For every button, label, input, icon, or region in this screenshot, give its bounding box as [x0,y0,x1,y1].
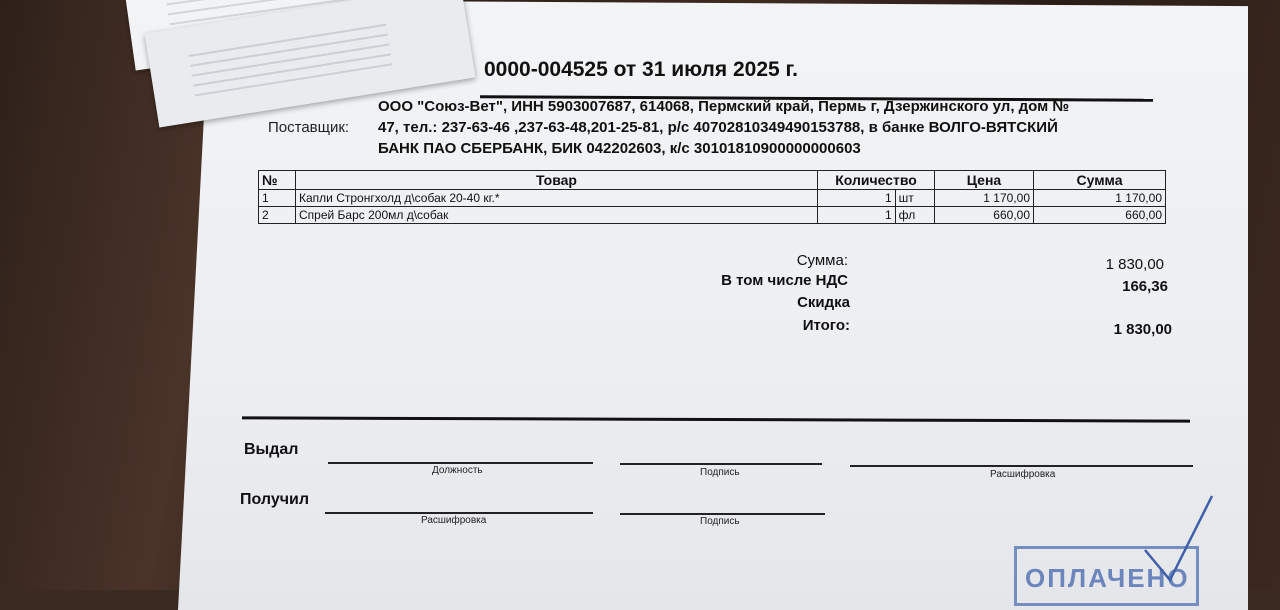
supplier-line: 47, тел.: 237-63-46 ,237-63-48,201-25-81, р/с 40702810349490153788, в банке ВОЛГО-ВЯТСКИЙ [378,119,1058,136]
vat-value: 166,36 [1122,278,1168,295]
table-header-row [259,171,1166,190]
supplier-line: БАНК ПАО СБЕРБАНК, БИК 042202603, к/с 30101810900000000603 [378,140,861,157]
row-unit: фл [895,207,934,224]
decoding-caption: Расшифровка [990,469,1056,480]
row-num: 2 [259,207,296,224]
row-qty: 1 [818,190,896,207]
row-sum: 1 170,00 [1034,190,1166,207]
header-sum: Сумма [1034,171,1166,190]
received-signature-line [620,513,825,515]
total-value: 1 830,00 [1113,321,1172,338]
row-item: Спрей Барс 200мл д\собак [296,207,818,224]
issued-position-line [328,462,593,464]
issued-label: Выдал [244,441,299,458]
supplier-label: Поставщик: [268,119,350,136]
issued-decoding-line [850,465,1193,467]
row-price: 1 170,00 [935,190,1034,207]
received-label: Получил [240,491,310,508]
items-table [258,170,1166,224]
decoding-caption: Расшифровка [421,515,487,526]
vat-label: В том числе НДС [721,272,848,289]
supplier-line: ООО "Союз-Вет", ИНН 5903007687, 614068, Пермский край, Пермь г, Дзержинского ул, дом № [378,98,1070,115]
table-row [259,190,1166,207]
signature-caption: Подпись [700,516,740,527]
paid-stamp: ОПЛАЧЕНО [1014,546,1199,606]
table-row [259,207,1166,224]
row-item: Капли Стронгхолд д\собак 20-40 кг.* [296,190,818,207]
supplier-details [378,96,1158,159]
header-item: Товар [296,171,818,190]
checkmark-icon [1140,488,1220,588]
row-num: 1 [259,190,296,207]
row-qty: 1 [818,207,896,224]
position-caption: Должность [432,465,483,476]
discount-label: Скидка [797,294,850,311]
header-num: № [259,171,296,190]
row-unit: шт [895,190,934,207]
issued-signature-line [620,463,822,465]
signature-caption: Подпись [700,467,740,478]
invoice-title: 0000-004525 от 31 июля 2025 г. [484,58,799,81]
sum-label: Сумма: [796,252,848,269]
total-label: Итого: [802,317,850,334]
header-qty: Количество [818,171,935,190]
received-decoding-line [325,512,593,514]
row-sum: 660,00 [1034,207,1166,224]
header-price: Цена [935,171,1034,190]
sum-value: 1 830,00 [1105,256,1164,273]
row-price: 660,00 [935,207,1034,224]
slip-print [187,16,392,97]
